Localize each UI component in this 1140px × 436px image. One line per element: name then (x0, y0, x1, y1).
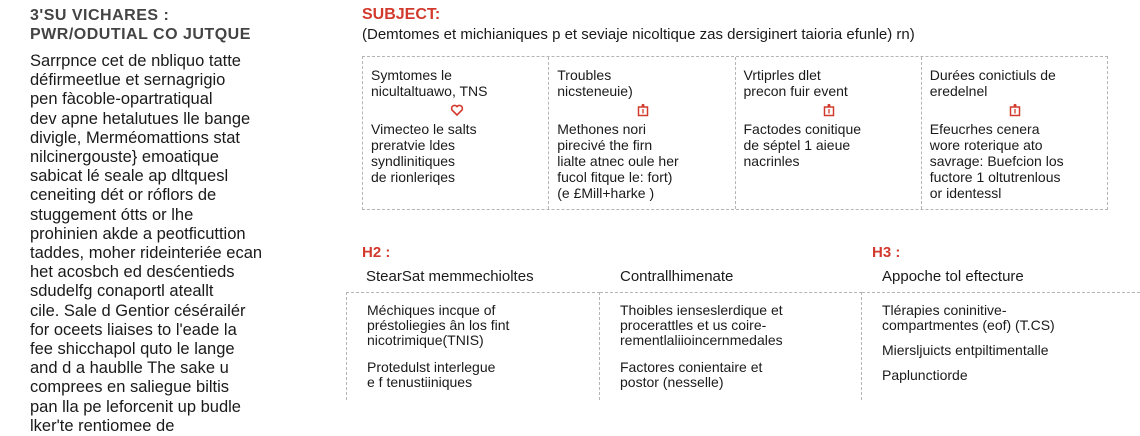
left-body-line: taddes, moher rideinteriée ecan (30, 244, 263, 263)
left-body-line: pan lla pe leforcenit up budle (30, 397, 241, 416)
left-body-line: ceneiting dét or róflors de (30, 186, 217, 205)
column-heading (557, 67, 728, 101)
left-body-line: Sarrpnce cet de nbliquo tatte (30, 52, 241, 70)
list-item-line: Factores conientaire et (620, 359, 763, 375)
column-heading-line: eredelnel (929, 83, 988, 99)
subject-text: (Demtomes et michianiques p et seviaje nicoltique zas dersiginert taioria efunle) rn) (362, 26, 915, 43)
list-item (367, 360, 599, 390)
symptom-grid (362, 56, 1108, 210)
list-item (882, 303, 1140, 333)
list-item-line: préstoliegies ân los fint (367, 317, 510, 333)
column-body-line: lialte atnec oule her (557, 153, 679, 169)
section-label-h2: H2 : (362, 244, 391, 261)
column-heading-line: Symtomes le (371, 67, 452, 83)
list-item (367, 303, 599, 348)
list-item-line: Protedulst interlegue (367, 359, 496, 375)
column-body-line: de rionleriqes (371, 169, 456, 185)
column-body-line: savrage: Buefcion los (929, 153, 1064, 169)
column-body (744, 121, 915, 169)
list-item-line: Miersljuicts entpiltimentalle (882, 342, 1049, 358)
column-heading-line: nicultaltuawo, TNS (371, 83, 488, 99)
left-body-line: défirmeetlue et sernagrigio (30, 71, 226, 90)
left-column (30, 6, 280, 436)
column-heading-line: precon fuir event (743, 83, 848, 99)
column-heading (371, 67, 542, 101)
list-item-line: Thoibles ienseslerdique et (620, 302, 783, 318)
list-item-line: compartmentes (eof) (T.CS) (882, 317, 1055, 333)
left-body-line: sabicat lé seale ap dltquesl (30, 167, 229, 186)
bottom-column-approach (862, 262, 1140, 400)
approach-grid (346, 262, 1140, 400)
column-heading (744, 67, 915, 101)
column-heading-line: Vrtiprles dlet (743, 67, 821, 83)
list-item-line: nicotrimique(TNIS) (367, 332, 484, 348)
left-body-line: stuggement ótts or lhe (30, 205, 194, 224)
list-item-line: Paplunctiorde (882, 367, 968, 383)
column-body-line: de séptel 1 aieue (743, 137, 851, 153)
left-body-line: pen fàcoble-opartratiqual (30, 90, 213, 109)
left-body-line: fee shicchapol quto le lange (30, 340, 235, 359)
list-item (620, 303, 861, 348)
column-body-line: Factodes conitique (743, 121, 862, 137)
column-body-line: Efeucrhes cenera (929, 121, 1040, 137)
section-label-h3: H3 : (872, 244, 901, 261)
column-body-line: wore roterique ato (929, 137, 1043, 153)
bottom-column-box (346, 292, 600, 400)
bottom-column-heading: StearSat memmechioltes (366, 268, 534, 285)
column-body-line: or identessl (929, 185, 1002, 201)
bottom-column-heading: Contrallhimenate (620, 268, 734, 285)
column-body-line: Vimecteo le salts (371, 121, 477, 137)
list-item-line: postor (nesselle) (620, 374, 724, 390)
column-body-line: preratvie ldes (371, 137, 456, 153)
list-item (882, 343, 1140, 358)
left-body-line: prohinien akde a peotficuttion (30, 224, 246, 243)
list-item (620, 360, 861, 390)
left-body-line: nilcinergouste} emoatique (30, 148, 219, 167)
grid-column-symptoms (363, 57, 549, 209)
column-body-line: fucol fitque le: fort) (557, 169, 673, 185)
grid-column-troubles (549, 57, 735, 209)
list-item-line: procerattles et us coire- (620, 317, 767, 333)
left-body-line: het acosbch ed desćentieds (30, 263, 235, 282)
column-body-line: nacrinles (743, 153, 800, 169)
list-item-line: rementlaliioincernmedales (620, 332, 783, 348)
bottom-column-contraindications (600, 262, 862, 400)
bottom-column-mechanisms (346, 262, 600, 400)
grid-column-durations (922, 57, 1107, 209)
list-item-line: Méchiques incque of (367, 302, 496, 318)
column-heading-line: Durées conictiuls de (929, 67, 1056, 83)
left-title-line: 3'SU VICHARES : (30, 7, 170, 24)
bottom-column-heading: Appoche tol eftecture (882, 268, 1024, 285)
heart-icon (450, 103, 464, 117)
left-title (30, 6, 280, 44)
list-item-line: Tlérapies coninitive- (882, 302, 1007, 318)
left-title-line: PWR/ODUTIAL CO JUTQUE (30, 26, 251, 43)
column-body (371, 121, 542, 185)
list-item (882, 368, 1140, 383)
list-item-line: e f tenustiiniques (367, 374, 473, 390)
left-body-line: lker'te rentiomee de (30, 416, 175, 435)
figure-icon (636, 103, 650, 117)
figure-icon (1008, 103, 1022, 117)
column-heading-line: Troubles (557, 67, 612, 83)
column-heading-line: nicsteneuie) (557, 83, 633, 99)
left-body-line: comprees en saliegue biltis (30, 378, 230, 397)
column-body-line: Methones nori (557, 121, 646, 137)
bottom-column-box (862, 292, 1140, 400)
left-body-text (30, 52, 280, 436)
column-body-line: fuctore 1 oltutrenlous (929, 169, 1061, 185)
column-body-line: (e £Mill+harke ) (557, 185, 655, 201)
left-body-line: sdudelfg conaportl ateallt (30, 282, 214, 301)
left-body-line: for oceets liaises to l'eade la (30, 320, 237, 339)
column-body-line: syndlinitiques (371, 153, 456, 169)
left-body-line: divigle, Merméomattions stat (30, 128, 240, 147)
column-body-line: pirecivé the firn (557, 137, 653, 153)
column-heading (930, 67, 1101, 101)
column-body (930, 121, 1101, 201)
figure-icon (822, 103, 836, 117)
column-body (557, 121, 728, 201)
grid-column-variables (736, 57, 922, 209)
left-body-line: dev apne hetalutues lle bange (30, 109, 251, 128)
left-body-line: cile. Sale d Gentior césérailér (30, 301, 246, 320)
bottom-column-box (600, 292, 862, 400)
subject-label: SUBJECT: (362, 6, 441, 23)
left-body-line: and d a haublle The sake u (30, 359, 229, 378)
